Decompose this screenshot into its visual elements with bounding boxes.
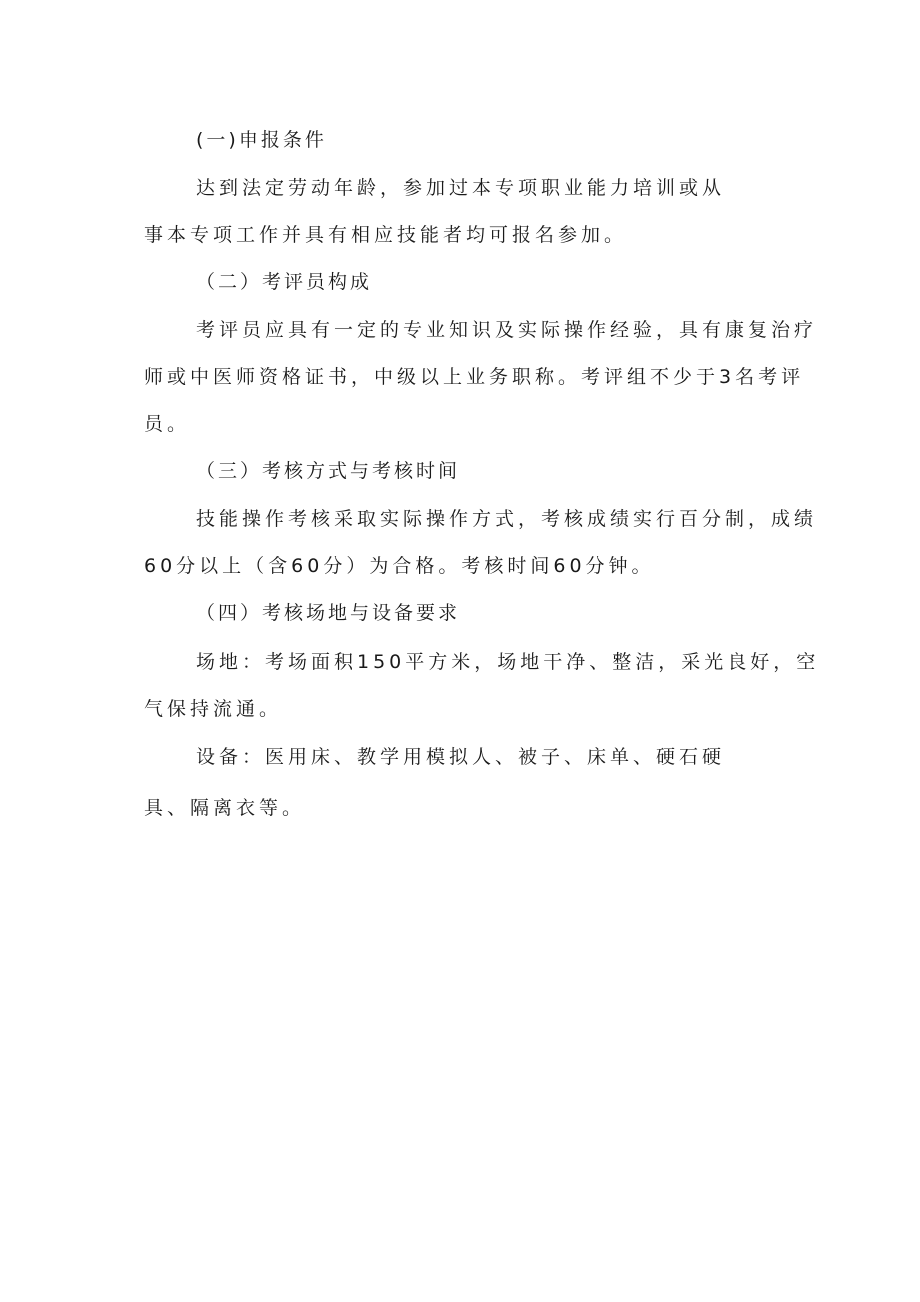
paragraph-line: 气保持流通。: [144, 698, 283, 720]
section-heading-assessment-method: （三）考核方式与考核时间: [196, 460, 461, 482]
section-heading-venue-equipment: （四）考核场地与设备要求: [196, 602, 461, 624]
paragraph-line: 设备：医用床、教学用模拟人、被子、床单、硬石硬: [196, 746, 726, 768]
paragraph-line: 达到法定劳动年龄，参加过本专项职业能力培训或从: [196, 177, 726, 199]
paragraph-line: 考评员应具有一定的专业知识及实际操作经验，具有康复治疗: [196, 319, 818, 341]
paragraph-line: 60分以上（含60分）为合格。考核时间60分钟。: [144, 555, 655, 577]
paragraph-line: 师或中医师资格证书，中级以上业务职称。考评组不少于3名考评: [144, 366, 805, 388]
section-heading-examiner-composition: （二）考评员构成: [196, 271, 373, 293]
paragraph-line: 技能操作考核采取实际操作方式，考核成绩实行百分制，成绩: [196, 508, 818, 530]
paragraph-line: 场地：考场面积150平方米，场地干净、整洁，采光良好，空: [196, 651, 820, 673]
paragraph-line: 员。: [144, 413, 191, 435]
paragraph-line: 事本专项工作并具有相应技能者均可报名参加。: [144, 224, 628, 246]
section-heading-application-conditions: (一)申报条件: [196, 129, 327, 151]
paragraph-line: 具、隔离衣等。: [144, 797, 306, 819]
